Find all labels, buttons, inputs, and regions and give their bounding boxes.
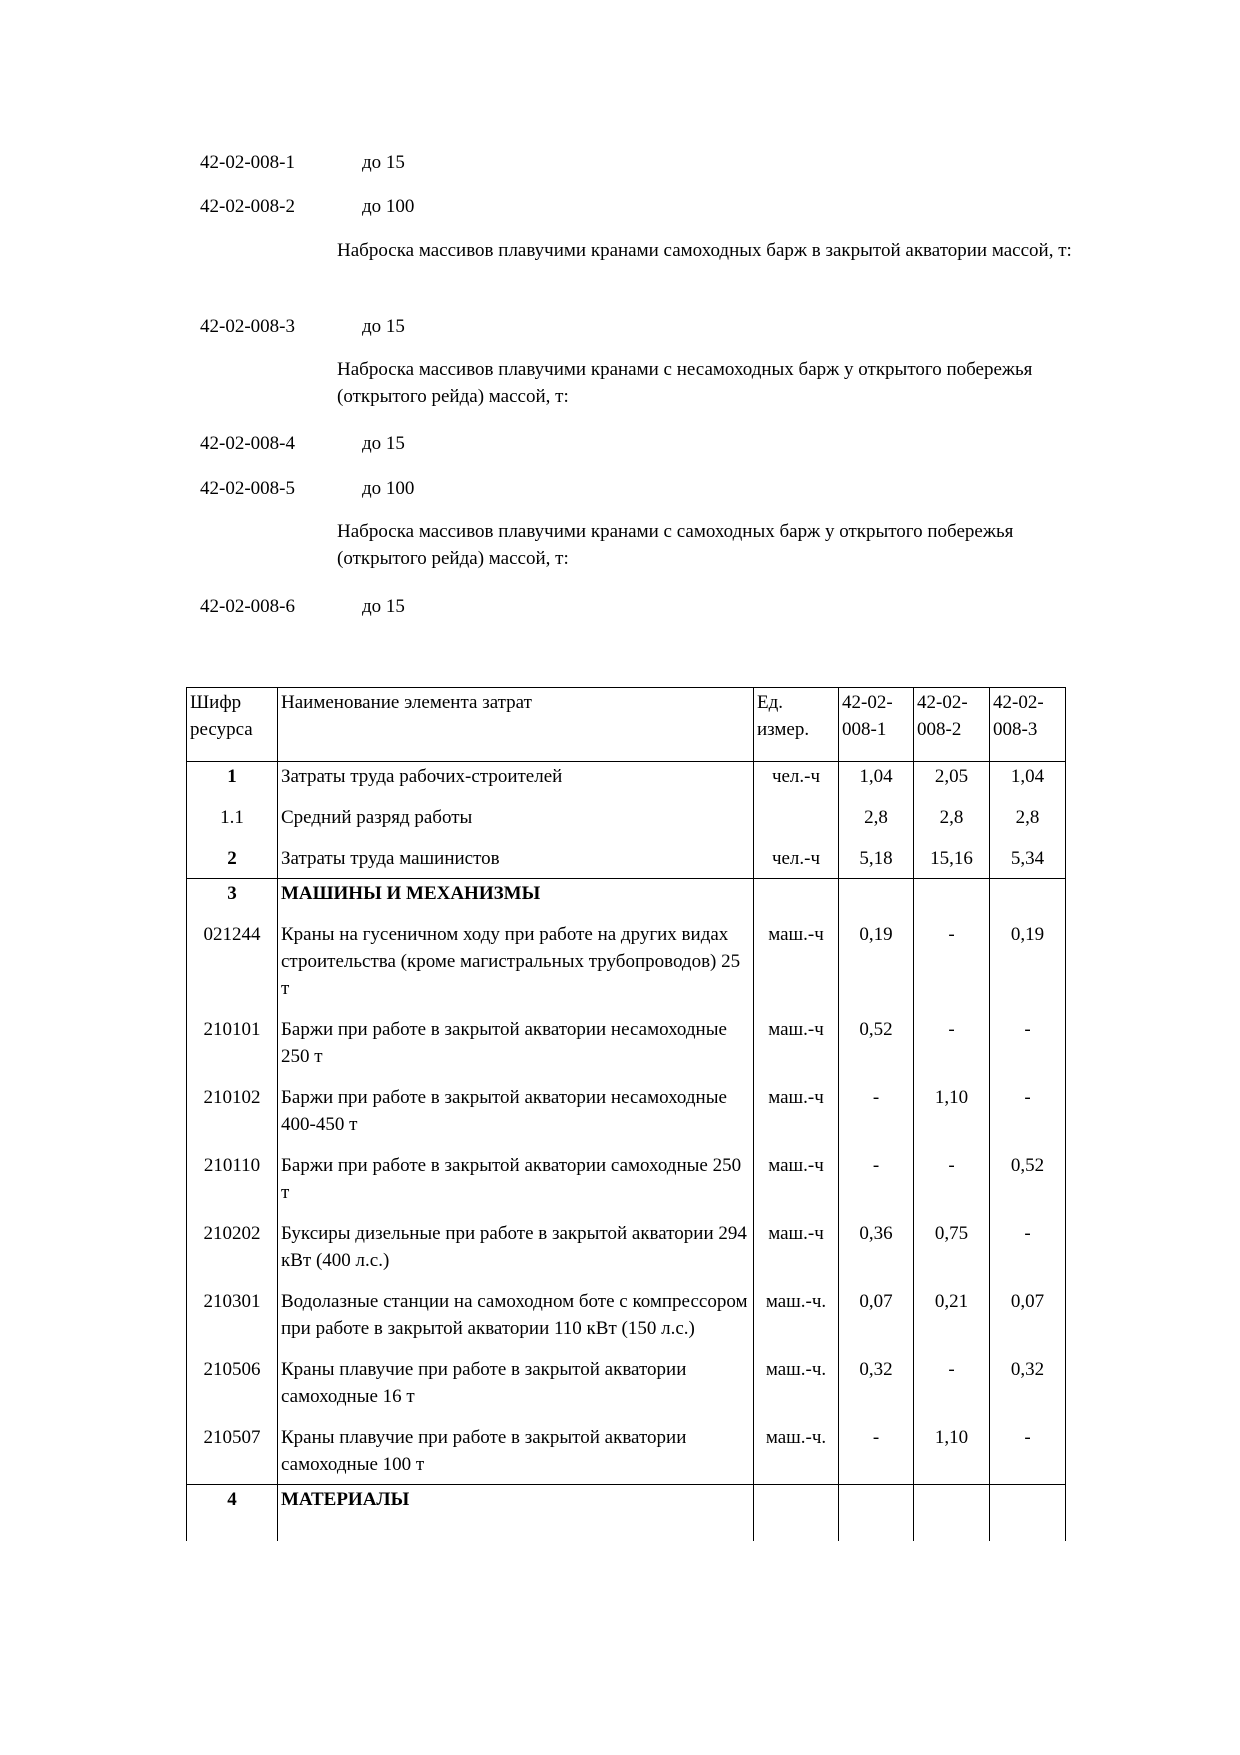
value-cell xyxy=(839,1485,914,1542)
value-cell: 0,52 xyxy=(990,1144,1066,1212)
header-rate-2: 42-02-008-2 xyxy=(914,688,990,762)
entry-code: 42-02-008-4 xyxy=(200,433,295,454)
header-cost-element: Наименование элемента затрат xyxy=(278,688,754,762)
table-header-row xyxy=(187,688,1066,762)
table-section-row xyxy=(187,879,1066,914)
value-cell: 1,10 xyxy=(914,1076,990,1144)
value-cell: 0,32 xyxy=(990,1348,1066,1416)
entry-code: 42-02-008-2 xyxy=(200,196,295,217)
unit-cell: маш.-ч. xyxy=(754,1280,839,1348)
value-cell: 2,8 xyxy=(839,796,914,837)
table-row xyxy=(187,1348,1066,1416)
value-cell: - xyxy=(990,1416,1066,1485)
section-heading: Наброска массивов плавучими кранами с несамоходных барж у открытого побережья (открытого рейда) массой, т: xyxy=(337,359,1033,407)
entry-mass: до 15 xyxy=(362,433,405,454)
value-cell: 0,36 xyxy=(839,1212,914,1280)
value-cell: 1,04 xyxy=(990,762,1066,797)
unit-cell: маш.-ч xyxy=(754,913,839,1008)
cost-element-name: Водолазные станции на самоходном боте с компрессором при работе в закрытой акватории 110 кВт (150 л.с.) xyxy=(278,1280,754,1348)
header-rate-3: 42-02-008-3 xyxy=(990,688,1066,762)
value-cell: 5,18 xyxy=(839,837,914,879)
value-cell: 15,16 xyxy=(914,837,990,879)
cost-element-name: Затраты труда рабочих-строителей xyxy=(278,762,754,797)
table-row xyxy=(187,1416,1066,1485)
value-cell: 0,19 xyxy=(839,913,914,1008)
table-row xyxy=(187,1280,1066,1348)
entry-mass: до 15 xyxy=(362,596,405,617)
value-cell: 0,07 xyxy=(839,1280,914,1348)
header-rate-1: 42-02-008-1 xyxy=(839,688,914,762)
entry-mass: до 100 xyxy=(362,196,415,217)
value-cell: 0,07 xyxy=(990,1280,1066,1348)
unit-cell: чел.-ч xyxy=(754,837,839,879)
cost-element-name: Краны на гусеничном ходу при работе на других видах строительства (кроме магистральных трубопроводов) 25 т xyxy=(278,913,754,1008)
unit-cell: маш.-ч xyxy=(754,1212,839,1280)
value-cell: - xyxy=(914,1008,990,1076)
table-row xyxy=(187,837,1066,879)
value-cell: 0,75 xyxy=(914,1212,990,1280)
unit-cell: маш.-ч xyxy=(754,1008,839,1076)
resource-code: 1.1 xyxy=(187,796,278,837)
resource-code: 1 xyxy=(187,762,278,797)
unit-cell: маш.-ч xyxy=(754,1076,839,1144)
value-cell: - xyxy=(914,1144,990,1212)
entry-code: 42-02-008-6 xyxy=(200,596,295,617)
entry-code: 42-02-008-1 xyxy=(200,152,295,173)
cost-element-name: Краны плавучие при работе в закрытой акватории самоходные 16 т xyxy=(278,1348,754,1416)
value-cell: - xyxy=(990,1212,1066,1280)
resource-code: 210507 xyxy=(187,1416,278,1485)
unit-cell xyxy=(754,796,839,837)
cost-element-name: Баржи при работе в закрытой акватории несамоходные 250 т xyxy=(278,1008,754,1076)
unit-cell: маш.-ч xyxy=(754,1144,839,1212)
table-row xyxy=(187,1076,1066,1144)
value-cell: - xyxy=(839,1144,914,1212)
value-cell: 2,05 xyxy=(914,762,990,797)
entry-code: 42-02-008-3 xyxy=(200,316,295,337)
resource-code: 210101 xyxy=(187,1008,278,1076)
table-row xyxy=(187,762,1066,797)
table-row xyxy=(187,1008,1066,1076)
entry-mass: до 15 xyxy=(362,316,405,337)
cost-element-name: Затраты труда машинистов xyxy=(278,837,754,879)
value-cell: 2,8 xyxy=(914,796,990,837)
value-cell: 1,10 xyxy=(914,1416,990,1485)
unit-cell: маш.-ч. xyxy=(754,1416,839,1485)
cost-element-name: Баржи при работе в закрытой акватории самоходные 250 т xyxy=(278,1144,754,1212)
value-cell xyxy=(914,1485,990,1542)
table-section-row xyxy=(187,1485,1066,1542)
unit-cell: чел.-ч xyxy=(754,762,839,797)
value-cell xyxy=(839,879,914,914)
section-heading: Наброска массивов плавучими кранами самоходных барж в закрытой акватории массой, т: xyxy=(337,240,1072,261)
resource-code: 210506 xyxy=(187,1348,278,1416)
value-cell xyxy=(990,1485,1066,1542)
cost-element-name: Баржи при работе в закрытой акватории несамоходные 400-450 т xyxy=(278,1076,754,1144)
section-heading: Наброска массивов плавучими кранами с самоходных барж у открытого побережья (открытого рейда) массой, т: xyxy=(337,521,1014,569)
value-cell: 0,32 xyxy=(839,1348,914,1416)
value-cell: 5,34 xyxy=(990,837,1066,879)
unit-cell xyxy=(754,1485,839,1542)
unit-cell: маш.-ч. xyxy=(754,1348,839,1416)
value-cell: - xyxy=(990,1008,1066,1076)
cost-element-name: Буксиры дизельные при работе в закрытой акватории 294 кВт (400 л.с.) xyxy=(278,1212,754,1280)
value-cell: - xyxy=(914,1348,990,1416)
cost-element-name: Краны плавучие при работе в закрытой акватории самоходные 100 т xyxy=(278,1416,754,1485)
value-cell: 2,8 xyxy=(990,796,1066,837)
entry-mass: до 15 xyxy=(362,152,405,173)
resource-code: 4 xyxy=(187,1485,278,1542)
unit-cell xyxy=(754,879,839,914)
table-row xyxy=(187,913,1066,1008)
resource-code: 2 xyxy=(187,837,278,879)
value-cell: - xyxy=(990,1076,1066,1144)
value-cell: 1,04 xyxy=(839,762,914,797)
value-cell: - xyxy=(839,1416,914,1485)
entry-code: 42-02-008-5 xyxy=(200,478,295,499)
resource-code: 210110 xyxy=(187,1144,278,1212)
value-cell xyxy=(914,879,990,914)
resource-code: 210102 xyxy=(187,1076,278,1144)
value-cell xyxy=(990,879,1066,914)
table-row xyxy=(187,1212,1066,1280)
value-cell: 0,21 xyxy=(914,1280,990,1348)
section-title: МАШИНЫ И МЕХАНИЗМЫ xyxy=(278,879,754,914)
resource-table xyxy=(186,687,1066,1541)
value-cell: 0,52 xyxy=(839,1008,914,1076)
resource-code: 3 xyxy=(187,879,278,914)
entry-mass: до 100 xyxy=(362,478,415,499)
section-title: МАТЕРИАЛЫ xyxy=(278,1485,754,1542)
cost-element-name: Средний разряд работы xyxy=(278,796,754,837)
resource-code: 210202 xyxy=(187,1212,278,1280)
value-cell: - xyxy=(839,1076,914,1144)
header-unit: Ед. измер. xyxy=(754,688,839,762)
resource-code: 021244 xyxy=(187,913,278,1008)
value-cell: - xyxy=(914,913,990,1008)
header-resource-code: Шифр ресурса xyxy=(187,688,278,762)
value-cell: 0,19 xyxy=(990,913,1066,1008)
table-row xyxy=(187,796,1066,837)
resource-code: 210301 xyxy=(187,1280,278,1348)
table-row xyxy=(187,1144,1066,1212)
